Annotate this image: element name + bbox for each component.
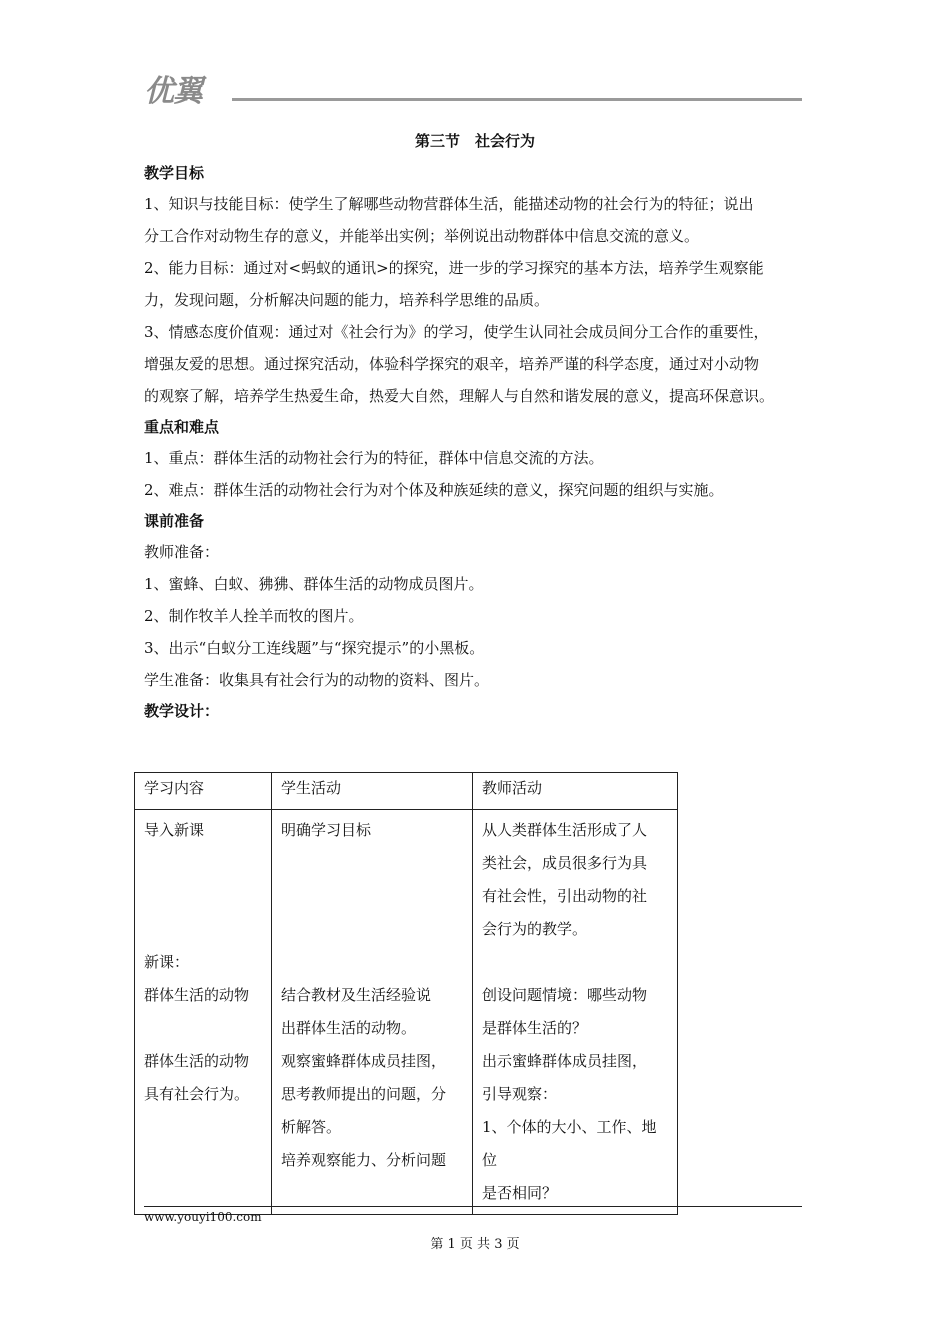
cell-gap <box>281 913 463 946</box>
table-cell-line: 明确学习目标 <box>281 821 372 839</box>
table-cell-line: 观察蜜蜂群体成员挂图， <box>281 1052 447 1070</box>
page-number: 第 1 页 共 3 页 <box>430 1237 520 1252</box>
table-cell-line: 群体生活的动物 <box>144 1052 250 1070</box>
table-cell-line: 从人类群体生活形成了人 <box>482 821 648 839</box>
preparation-line: 2、制作牧羊人拴羊而牧的图片。 <box>144 607 364 625</box>
objectives-line: 分工合作对动物生存的意义，并能举出实例；举例说出动物群体中信息交流的意义。 <box>144 227 700 245</box>
table-cell-line: 导入新课 <box>144 821 205 839</box>
content-column-cell <box>135 810 272 1215</box>
preparation-line: 1、蜜蜂、白蚁、狒狒、群体生活的动物成员图片。 <box>144 575 484 593</box>
table-header-cell: 学生活动 <box>272 773 473 810</box>
key-points-heading: 重点和难点 <box>144 418 220 436</box>
objectives-line: 3、情感态度价值观：通过对《社会行为》的学习，使学生认同社会成员间分工合作的重要性， <box>144 323 769 341</box>
table-header-row <box>135 773 678 810</box>
table-cell-line: 会行为的教学。 <box>482 920 588 938</box>
table-cell-line: 引导观察： <box>482 1085 558 1103</box>
design-heading: 教学设计： <box>144 702 220 720</box>
objectives-heading: 教学目标 <box>144 164 205 182</box>
footer-url[interactable]: www.youyi100.com <box>144 1210 262 1224</box>
key-points-line: 1、重点：群体生活的动物社会行为的特征，群体中信息交流的方法。 <box>144 449 604 467</box>
document-body <box>144 158 824 726</box>
page-title: 第三节 社会行为 <box>414 132 535 150</box>
brand-logo: 优翼 <box>144 74 202 109</box>
table-cell-line: 创设问题情境：哪些动物 <box>482 986 648 1004</box>
objectives-line: 增强友爱的思想。通过探究活动，体验科学探究的艰辛，培养严谨的科学态度，通过对小动物 <box>144 355 760 373</box>
cell-gap <box>281 847 463 880</box>
table-cell-line: 思考教师提出的问题，分 <box>281 1085 447 1103</box>
header-rule <box>232 98 802 101</box>
objectives-line: 1、知识与技能目标：使学生了解哪些动物营群体生活，能描述动物的社会行为的特征；说出 <box>144 195 754 213</box>
table-row <box>135 810 678 1215</box>
table-cell-line: 结合教材及生活经验说 <box>281 986 432 1004</box>
cell-gap <box>281 880 463 913</box>
cell-gap <box>144 913 262 946</box>
preparation-line: 教师准备： <box>144 543 220 561</box>
table-cell-line: 具有社会行为。 <box>144 1085 250 1103</box>
table-header-cell: 学习内容 <box>135 773 272 810</box>
table-cell-line: 析解答。 <box>281 1118 342 1136</box>
objectives-line: 2、能力目标：通过对<蚂蚁的通讯>的探究，进一步的学习探究的基本方法，培养学生观察能 <box>144 259 764 277</box>
table-cell-line: 有社会性，引出动物的社 <box>482 887 648 905</box>
objectives-line: 力，发现问题，分析解决问题的能力，培养科学思维的品质。 <box>144 291 550 309</box>
table-cell-line: 是否相同？ <box>482 1184 558 1202</box>
table-cell-line: 出群体生活的动物。 <box>281 1019 417 1037</box>
teaching-design-table <box>134 772 678 1215</box>
table-cell-line: 出示蜜蜂群体成员挂图， <box>482 1052 648 1070</box>
cell-gap <box>144 880 262 913</box>
table-header-cell: 教师活动 <box>473 773 678 810</box>
preparation-line: 学生准备：收集具有社会行为的动物的资料、图片。 <box>144 671 490 689</box>
table-cell-line: 新课： <box>144 953 190 971</box>
cell-gap <box>144 1012 262 1045</box>
table-cell-line: 是群体生活的？ <box>482 1019 588 1037</box>
footer-rule <box>144 1206 802 1207</box>
cell-gap <box>144 847 262 880</box>
objectives-line: 的观察了解，培养学生热爱生命，热爱大自然，理解人与自然和谐发展的意义，提高环保意识。 <box>144 387 775 405</box>
cell-gap <box>482 946 668 979</box>
preparation-heading: 课前准备 <box>144 512 205 530</box>
key-points-line: 2、难点：群体生活的动物社会行为对个体及种族延续的意义，探究问题的组织与实施。 <box>144 481 724 499</box>
teacher-activity-cell <box>473 810 678 1215</box>
preparation-line: 3、出示“白蚁分工连线题”与“探究提示”的小黑板。 <box>144 639 485 657</box>
cell-gap <box>281 946 463 979</box>
table-cell-line: 群体生活的动物 <box>144 986 250 1004</box>
student-activity-cell <box>272 810 473 1215</box>
table-cell-line: 1、个体的大小、工作、地位 <box>482 1118 657 1169</box>
table-cell-line: 培养观察能力、分析问题 <box>281 1151 447 1169</box>
table-cell-line: 类社会，成员很多行为具 <box>482 854 648 872</box>
